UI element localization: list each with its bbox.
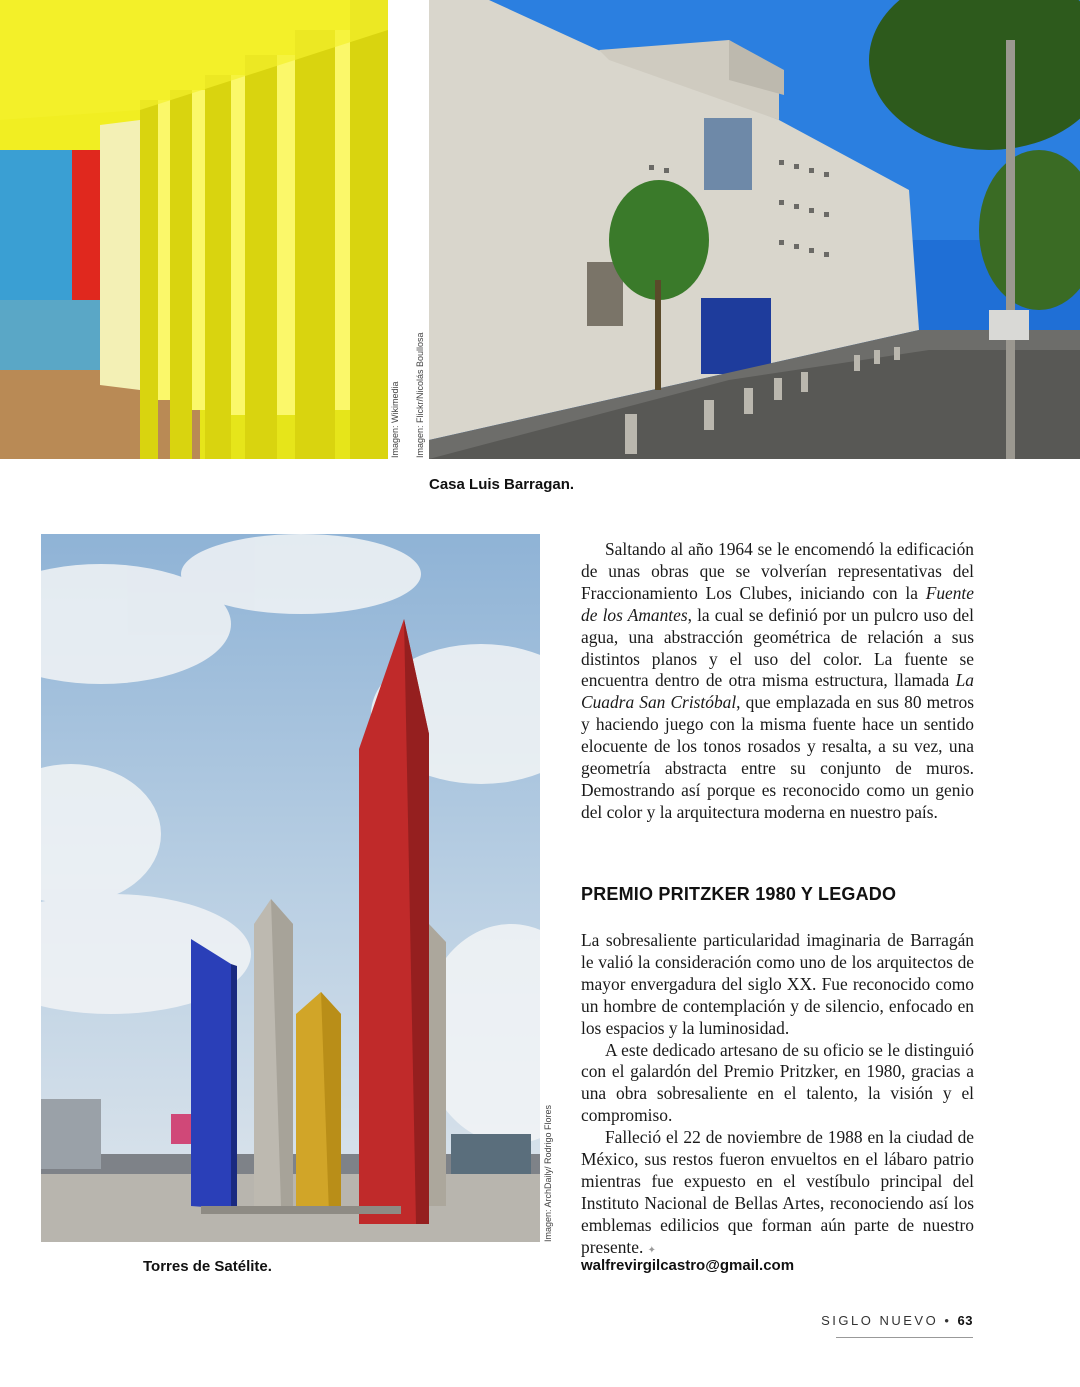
paragraph-pritzker: A este dedicado artesano de su oficio se le distinguió con el galardón del Premio Pritzker, en 1980, gracias a una obra sobresaliente en el talento, la visión y el compromiso. [581, 1039, 974, 1126]
paragraph-fallecimiento: Falleció el 22 de noviembre de 1988 en la ciudad de México, sus restos fueron envueltos en el lábaro patrio mientras fue expuesto en el vestíbulo principal del Instituto Nacional de Bellas Artes, reconociendo así los emblemas edilicios que forman aún parte de nuestro presente. ✦ [581, 1127, 974, 1257]
photo-credit-archdaily: Imagen: ArchDaily/ Rodrigo Flores [543, 1104, 553, 1242]
photo-corridor [0, 0, 388, 459]
corridor-illustration [0, 0, 388, 459]
footer-separator: • [944, 1313, 952, 1328]
magazine-name: SIGLO NUEVO [821, 1313, 939, 1328]
work-title-fuente: Fuente de los Amantes [581, 582, 974, 625]
paragraph-fuente: Saltando al año 1964 se le encomendó la edificación de unas obras que se volverían representativas del Fraccionamiento Los Clubes, iniciando con la Fuente de los Amantes, la cual se definió por un pulcro uso del agua, una abstracción geométrica de relación a sus distintos planos y el uso del color. La fuente se encuentra dentro de otra misma estructura, llamada La Cuadra San Cristóbal, que emplazada en sus 80 metros y haciendo juego con la misma fuente hace un sentido elocuente de los tonos rosados y resalta, a su vez, una geometría abstracta entre su conjunto de muros. Demostrando así porque es reconocido como un genio del color y la arquitectura moderna en nuestro país. [581, 539, 974, 822]
caption-casa-barragan: Casa Luis Barragan. [429, 476, 575, 493]
photo-torres-satelite [41, 534, 540, 1242]
torres-illustration [41, 534, 540, 1242]
page-number: 63 [957, 1313, 973, 1328]
page-footer [821, 1313, 973, 1328]
section-heading: PREMIO PRITZKER 1980 Y LEGADO [581, 884, 897, 904]
end-mark-icon: ✦ [647, 1244, 657, 1256]
photo-credit-flickr: Imagen: Flickr/Nicolás Boullosa [415, 332, 425, 458]
paragraph-legado: La sobresaliente particularidad imaginaria de Barragán le valió la consideración como uno de los arquitectos de mayor envergadura del siglo XX. Fue reconocido como un hombre de contemplación y de silencio, enfocado en los espacios y la luminosidad. [581, 930, 974, 1038]
article-section-body [581, 930, 974, 1262]
casa-illustration [429, 0, 1080, 459]
photo-casa-barragan [429, 0, 1080, 459]
author-email[interactable]: walfrevirgilcastro@gmail.com [581, 1257, 795, 1274]
article-paragraph-1 [581, 539, 974, 824]
footer-rule [836, 1337, 973, 1338]
caption-torres-satelite: Torres de Satélite. [143, 1258, 272, 1275]
work-title-cuadra: La Cuadra San Cristóbal [581, 670, 974, 713]
photo-credit-wikimedia: Imagen: Wikimedia [390, 381, 400, 458]
